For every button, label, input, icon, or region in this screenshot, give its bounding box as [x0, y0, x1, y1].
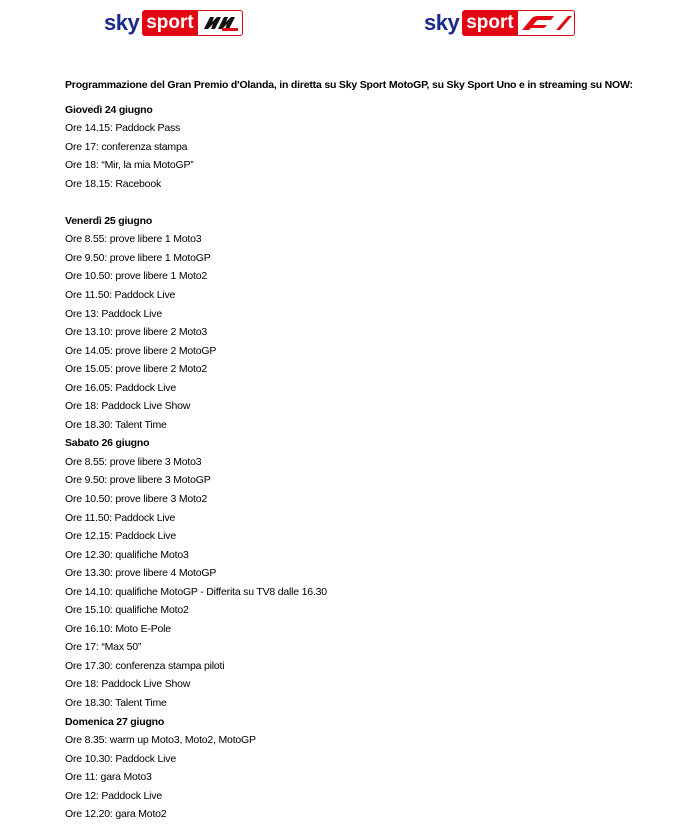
schedule-item: Ore 18: “Mir, la mia MotoGP” [65, 159, 194, 172]
schedule-item: Ore 13: Paddock Live [65, 307, 162, 320]
day-title: Giovedì 24 giugno [65, 103, 153, 116]
schedule-item: Ore 16.05: Paddock Live [65, 381, 176, 394]
schedule-item: Ore 9.50: prove libere 1 MotoGP [65, 251, 211, 264]
day-thursday [65, 101, 665, 194]
schedule-item: Ore 16.10: Moto E-Pole [65, 622, 171, 635]
intro-text: Programmazione del Gran Premio d'Olanda, in diretta su Sky Sport MotoGP, su Sky Sport Uno e in streaming su NOW: [65, 79, 633, 91]
day-friday [65, 212, 665, 435]
motogp-logo-icon [198, 10, 243, 36]
schedule-item: Ore 17: conferenza stampa [65, 140, 188, 153]
sky-sport-motogp-logo [104, 8, 243, 38]
day-title: Venerdì 25 giugno [65, 214, 153, 227]
spacer [65, 193, 665, 212]
day-title: Sabato 26 giugno [65, 437, 150, 450]
f1-logo-icon [518, 10, 575, 36]
schedule-item: Ore 8.55: prove libere 3 Moto3 [65, 455, 202, 468]
schedule-item: Ore 17: “Max 50” [65, 641, 142, 654]
schedule-item: Ore 10.30: Paddock Live [65, 752, 176, 765]
schedule-item: Ore 18.30: Talent Time [65, 697, 167, 709]
schedule-item: Ore 10.50: prove libere 3 Moto2 [65, 492, 208, 505]
schedule-item: Ore 18: Paddock Live Show [65, 678, 191, 691]
schedule-item: Ore 12.15: Paddock Live [65, 530, 176, 543]
schedule-item: Ore 12.30: qualifiche Moto3 [65, 548, 189, 561]
schedule-item: Ore 8.35: warm up Moto3, Moto2, MotoGP [65, 734, 256, 747]
schedule-item: Ore 11.50: Paddock Live [65, 511, 176, 524]
schedule-item: Ore 12.20: gara Moto2 [65, 808, 167, 821]
schedule-item: Ore 14.05: prove libere 2 MotoGP [65, 344, 217, 357]
schedule-item: Ore 13.30: prove libere 4 MotoGP [65, 567, 217, 580]
sky-sport-f1-logo [424, 8, 575, 38]
schedule-item: Ore 15.10: qualifiche Moto2 [65, 604, 189, 617]
schedule-item: Ore 14.15: Paddock Pass [65, 122, 181, 135]
sport-wordmark: sport [462, 10, 518, 36]
schedule-item: Ore 14.10: qualifiche MotoGP - Differita su TV8 dalle 16.30 [65, 585, 327, 598]
schedule-item: Ore 8.55: prove libere 1 Moto3 [65, 233, 202, 246]
schedule-item: Ore 17.30: conferenza stampa piloti [65, 659, 225, 672]
sky-wordmark: sky [424, 10, 460, 35]
schedule-item: Ore 18.30: Talent Time [65, 418, 167, 431]
sport-wordmark: sport [142, 10, 198, 36]
schedule-item: Ore 15.05: prove libere 2 Moto2 [65, 363, 208, 376]
sky-wordmark: sky [104, 10, 140, 35]
day-sunday [65, 713, 665, 824]
schedule-item: Ore 18.15: Racebook [65, 177, 162, 190]
schedule-item: Ore 10.50: prove libere 1 Moto2 [65, 270, 208, 283]
day-title: Domenica 27 giugno [65, 715, 165, 728]
schedule-item: Ore 13.10: prove libere 2 Moto3 [65, 326, 208, 339]
day-saturday [65, 434, 665, 712]
schedule-item: Ore 12: Paddock Live [65, 789, 162, 802]
schedule-item: Ore 18: Paddock Live Show [65, 400, 191, 413]
schedule-item: Ore 11.50: Paddock Live [65, 288, 176, 301]
schedule-item: Ore 9.50: prove libere 3 MotoGP [65, 474, 211, 487]
schedule-item: Ore 11: gara Moto3 [65, 771, 152, 784]
schedule-document [65, 76, 665, 824]
